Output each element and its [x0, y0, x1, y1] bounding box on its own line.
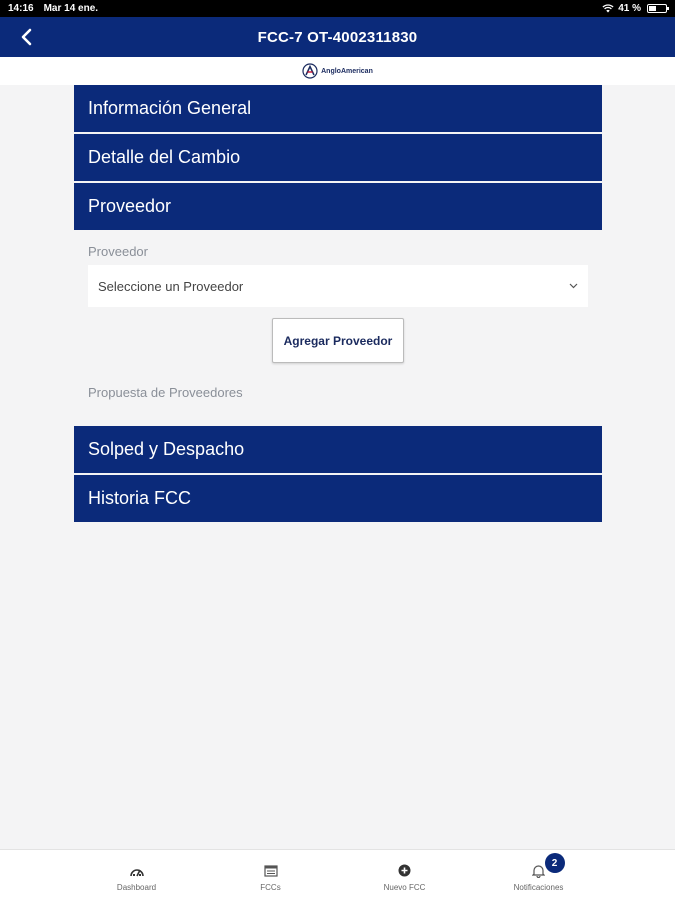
section-label: Historia FCC	[88, 488, 192, 508]
chevron-down-icon	[569, 281, 578, 292]
anglo-american-logo	[302, 63, 318, 79]
button-row	[88, 318, 588, 363]
tab-label: FCCs	[260, 882, 281, 892]
tab-label: Nuevo FCC	[383, 882, 426, 892]
tab-notificaciones[interactable]	[472, 850, 606, 900]
tab-nuevo-fcc[interactable]	[338, 850, 472, 900]
section-label: Detalle del Cambio	[88, 147, 241, 167]
tab-label: Dashboard	[116, 882, 157, 892]
section-label: Solped y Despacho	[88, 439, 245, 459]
brand-bar	[0, 57, 675, 85]
section-solped-y-despacho[interactable]	[74, 426, 602, 473]
section-label: Proveedor	[88, 196, 172, 216]
battery-percent: 41 %	[618, 3, 641, 14]
proveedor-field-label: Proveedor	[88, 244, 148, 259]
section-proveedor[interactable]	[74, 183, 602, 230]
dashboard-icon	[129, 863, 145, 879]
tab-fccs[interactable]	[204, 850, 338, 900]
status-bar	[0, 0, 675, 17]
tab-dashboard[interactable]	[70, 850, 204, 900]
tab-bar	[0, 849, 675, 900]
page-title: FCC-7 OT-4002311830	[257, 28, 418, 46]
proveedor-panel	[74, 232, 602, 426]
chevron-left-icon	[19, 28, 33, 46]
section-informacion-general[interactable]	[74, 85, 602, 132]
status-date: Mar 14 ene.	[43, 3, 99, 14]
back-button[interactable]	[14, 25, 38, 49]
section-historia-fcc[interactable]	[74, 475, 602, 522]
proveedor-select[interactable]	[88, 265, 588, 307]
section-detalle-del-cambio[interactable]	[74, 134, 602, 181]
proveedor-select-value: Seleccione un Proveedor	[98, 278, 244, 294]
brand-text: AngloAmerican	[321, 67, 373, 75]
status-right	[602, 3, 667, 14]
section-label: Información General	[88, 98, 252, 118]
battery-icon	[647, 4, 667, 13]
notification-badge: 2	[545, 853, 565, 873]
plus-circle-icon	[397, 863, 413, 879]
tab-label: Notificaciones	[513, 882, 564, 892]
nav-bar	[0, 17, 675, 57]
wifi-icon	[602, 4, 614, 13]
list-icon	[263, 863, 279, 879]
bell-icon	[531, 863, 547, 879]
status-time: 14:16	[8, 3, 34, 14]
accordion	[74, 85, 602, 524]
propuesta-proveedores-label: Propuesta de Proveedores	[88, 385, 243, 400]
add-proveedor-button[interactable]: Agregar Proveedor	[272, 318, 404, 363]
